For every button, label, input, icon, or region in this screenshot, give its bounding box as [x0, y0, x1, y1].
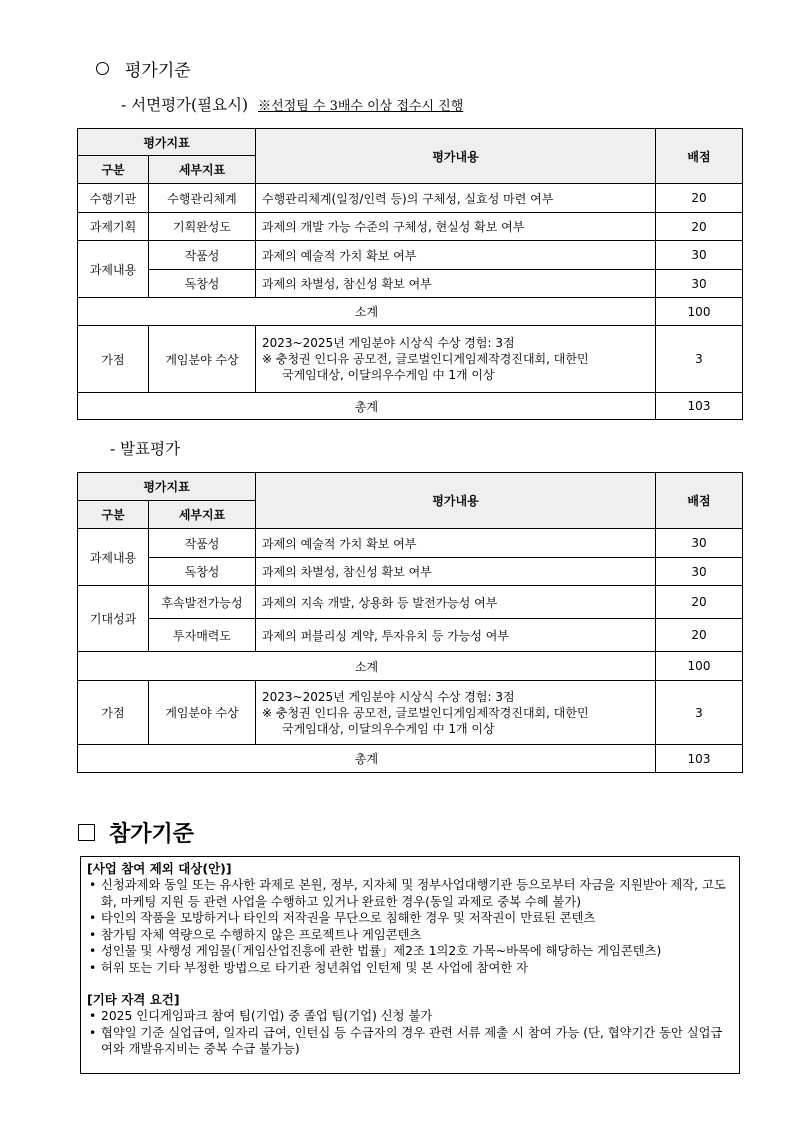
subtotal-label: 소계	[78, 298, 656, 326]
list-item: • 협약일 기준 실업급여, 일자리 급여, 인턴십 등 수급자의 경우 관련 서류 제출 시 참여 가능 (단, 협약기간 동안 실업급여와 개발유지비는 중복 수급 불가능)	[89, 1025, 723, 1056]
total-label: 총계	[78, 393, 656, 420]
cell-category: 가점	[78, 326, 149, 393]
subtotal-row	[78, 652, 743, 681]
total-row	[78, 745, 743, 773]
table-row	[78, 558, 743, 586]
subtotal-label: 소계	[78, 652, 656, 681]
subtotal-score: 100	[656, 652, 743, 681]
written-eval-note: ※선정팀 수 3배수 이상 접수시 진행	[258, 99, 464, 114]
header-content: 평가내용	[256, 473, 656, 529]
section-title-participation	[78, 817, 194, 848]
header-category: 구분	[78, 501, 149, 529]
header-indicator: 세부지표	[149, 156, 256, 184]
header-group: 평가지표	[78, 129, 256, 156]
header-category: 구분	[78, 156, 149, 184]
cell-content: 수행관리체계(일정/인력 등)의 구체성, 실효성 마련 여부	[256, 184, 656, 213]
participation-criteria-box	[80, 856, 740, 1074]
bonus-note-cont: 국게임대상, 이달의우수게임 中 1개 이상	[282, 721, 495, 736]
table-row	[78, 619, 743, 652]
bullet-icon: •	[89, 960, 97, 975]
bonus-row	[78, 326, 743, 393]
list-item: • 허위 또는 기타 부정한 방법으로 타기관 청년취업 인턴제 및 본 사업에 참여한 자	[89, 960, 529, 975]
cell-score: 3	[656, 681, 743, 745]
presentation-eval-title: - 발표평가	[110, 440, 181, 458]
list-item: • 2025 인디게임파크 참여 팀(기업) 중 졸업 팀(기업) 신청 불가	[89, 1009, 433, 1023]
cell-indicator: 수행관리체계	[149, 184, 256, 213]
header-score: 배점	[656, 129, 743, 184]
bonus-line: 2023~2025년 게임분야 시상식 수상 경험: 3점	[262, 689, 515, 704]
cell-score: 20	[656, 213, 743, 241]
written-eval-table	[77, 128, 743, 420]
list-item: • 성인물 및 사행성 게임물(「게임산업진흥에 관한 법률」제2조 1의2호 가목~바목에 해당하는 게임콘텐츠)	[89, 944, 662, 958]
section-title-label: 참가기준	[109, 822, 195, 847]
cell-score: 20	[656, 586, 743, 619]
circle-bullet-icon	[96, 62, 109, 75]
cell-category: 기대성과	[78, 586, 149, 652]
section-heading-evaluation	[96, 56, 191, 81]
cell-content: 과제의 개발 가능 수준의 구체성, 현실성 확보 여부	[256, 213, 656, 241]
cell-content: 과제의 지속 개발, 상용화 등 발전가능성 여부	[256, 586, 656, 619]
table-row	[78, 270, 743, 298]
bullet-icon: •	[89, 927, 97, 942]
cell-indicator: 작품성	[149, 241, 256, 270]
presentation-eval-table	[77, 472, 743, 773]
cell-indicator: 독창성	[149, 270, 256, 298]
list-item: • 참가팀 자체 역량으로 수행하지 않은 프로젝트나 게임콘텐츠	[89, 927, 422, 942]
bullet-icon: •	[89, 944, 97, 958]
cell-indicator: 게임분야 수상	[149, 681, 256, 745]
cell-content: 과제의 차별성, 참신성 확보 여부	[256, 270, 656, 298]
header-group: 평가지표	[78, 473, 256, 501]
cell-indicator: 투자매력도	[149, 619, 256, 652]
cell-score: 20	[656, 619, 743, 652]
table-row	[78, 529, 743, 558]
cell-content: 과제의 예술적 가치 확보 여부	[256, 241, 656, 270]
cell-category: 과제기획	[78, 213, 149, 241]
cell-score: 20	[656, 184, 743, 213]
bullet-icon: •	[89, 878, 97, 892]
subtotal-row	[78, 298, 743, 326]
section-heading-label: 평가기준	[125, 61, 191, 81]
table-row	[78, 241, 743, 270]
cell-category: 과제내용	[78, 529, 149, 586]
subtotal-score: 100	[656, 298, 743, 326]
bullet-icon: •	[89, 911, 97, 925]
cell-score: 30	[656, 529, 743, 558]
bonus-note: ※ 충청권 인디유 공모전, 글로벌인디게임제작경진대회, 대한민	[262, 352, 589, 366]
total-score: 103	[656, 745, 743, 773]
header-content: 평가내용	[256, 129, 656, 184]
cell-category: 과제내용	[78, 241, 149, 298]
square-bullet-icon	[78, 824, 95, 841]
excluded-header: [사업 참여 제외 대상(안)]	[87, 861, 232, 876]
bonus-note-cont: 국게임대상, 이달의우수게임 中 1개 이상	[282, 368, 495, 382]
total-row	[78, 393, 743, 420]
cell-indicator: 후속발전가능성	[149, 586, 256, 619]
cell-score: 3	[656, 326, 743, 393]
cell-indicator: 독창성	[149, 558, 256, 586]
bonus-content	[256, 326, 656, 393]
header-score: 배점	[656, 473, 743, 529]
list-item: • 타인의 작품을 모방하거나 타인의 저작권을 무단으로 침해한 경우 및 저작권이 만료된 콘텐츠	[89, 911, 596, 925]
cell-score: 30	[656, 270, 743, 298]
total-label: 총계	[78, 745, 656, 773]
bonus-row	[78, 681, 743, 745]
bullet-icon: •	[89, 1009, 97, 1023]
other-header: [기타 자격 요건]	[87, 992, 180, 1007]
cell-category: 가점	[78, 681, 149, 745]
cell-score: 30	[656, 241, 743, 270]
list-item: • 신청과제와 동일 또는 유사한 과제로 본원, 정부, 지자체 및 정부사업대행기관 등으로부터 자금을 지원받아 제작, 고도화, 마케팅 지원 등 관련 사업을 수행하고 있거나 완료한 경우(동일 과제로 중복 수혜 불가)	[89, 878, 726, 909]
header-indicator: 세부지표	[149, 501, 256, 529]
excluded-list	[87, 877, 733, 976]
table-row	[78, 213, 743, 241]
bullet-icon: •	[89, 1025, 97, 1040]
cell-indicator: 게임분야 수상	[149, 326, 256, 393]
cell-content: 과제의 예술적 가치 확보 여부	[256, 529, 656, 558]
cell-indicator: 작품성	[149, 529, 256, 558]
table-row	[78, 586, 743, 619]
cell-score: 30	[656, 558, 743, 586]
table-row	[78, 184, 743, 213]
bonus-content	[256, 681, 656, 745]
bonus-note: ※ 충청권 인디유 공모전, 글로벌인디게임제작경진대회, 대한민	[262, 705, 589, 720]
other-list	[87, 1008, 733, 1058]
cell-content: 과제의 퍼블리싱 계약, 투자유치 등 가능성 여부	[256, 619, 656, 652]
written-eval-title	[121, 93, 463, 115]
cell-indicator: 기획완성도	[149, 213, 256, 241]
bonus-line: 2023~2025년 게임분야 시상식 수상 경험: 3점	[262, 336, 515, 350]
total-score: 103	[656, 393, 743, 420]
cell-category: 수행기관	[78, 184, 149, 213]
cell-content: 과제의 차별성, 참신성 확보 여부	[256, 558, 656, 586]
written-eval-title-text: - 서면평가(필요시)	[121, 96, 249, 114]
